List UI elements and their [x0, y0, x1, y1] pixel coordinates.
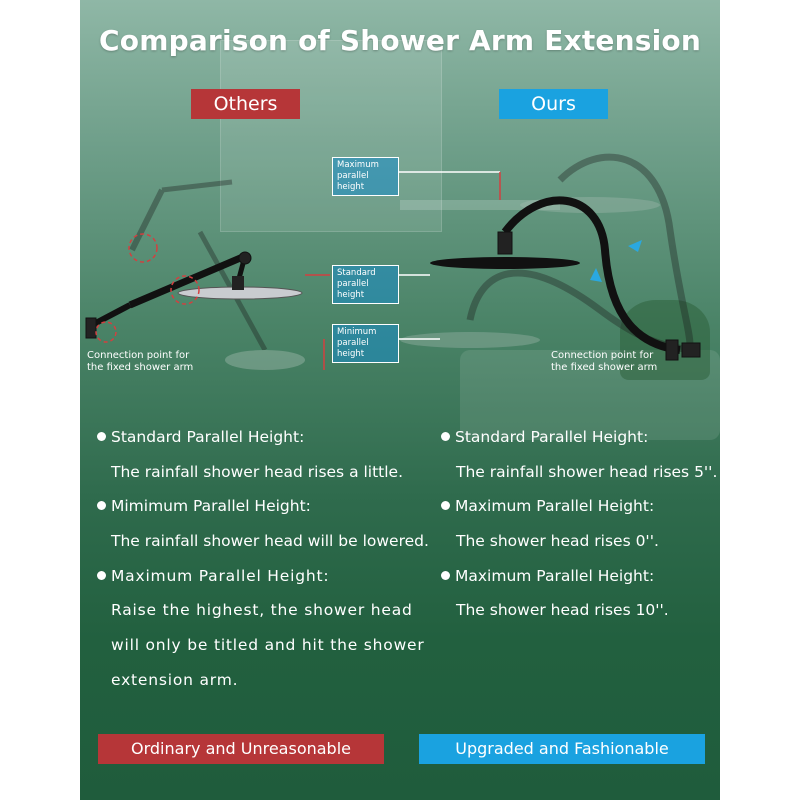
- bullet-icon: [97, 432, 106, 441]
- others-item-3-heading: [97, 567, 329, 585]
- others-item-1-heading: [97, 428, 304, 446]
- list-item-text: will only be titled and hit the shower: [111, 636, 425, 654]
- callout-minimum: Minimum parallel height: [332, 324, 399, 363]
- list-item-text: extension arm.: [111, 671, 239, 689]
- list-item-heading: Maximum Parallel Height:: [111, 567, 330, 585]
- ours-tag: Ours: [499, 89, 608, 119]
- ours-item-2-heading: [441, 497, 654, 515]
- bullet-icon: [441, 501, 450, 510]
- ordinary-label: Ordinary and Unreasonable: [98, 734, 384, 764]
- list-item-heading: Maximum Parallel Height:: [455, 567, 655, 585]
- list-item-text: The shower head rises 0''.: [456, 532, 659, 550]
- list-item-text: The shower head rises 10''.: [456, 601, 669, 619]
- list-item-text: The rainfall shower head rises 5''.: [456, 463, 718, 481]
- connection-label-right: Connection point for the fixed shower arm: [551, 350, 658, 373]
- list-item-heading: Maximum Parallel Height:: [455, 497, 655, 515]
- callout-standard: Standard parallel height: [332, 265, 399, 304]
- ours-item-3-heading: [441, 567, 654, 585]
- list-item-heading: Mimimum Parallel Height:: [111, 497, 311, 515]
- list-item-text: The rainfall shower head will be lowered.: [111, 532, 429, 550]
- others-ghost-arm: [132, 182, 305, 370]
- list-item-text: Raise the highest, the shower head: [111, 601, 413, 619]
- bullet-icon: [97, 501, 106, 510]
- others-tag: Others: [191, 89, 300, 119]
- list-item-text: The rainfall shower head rises a little.: [111, 463, 404, 481]
- ours-ghost-arms: [400, 157, 690, 350]
- bullet-icon: [441, 571, 450, 580]
- callout-maximum: Maximum parallel height: [332, 157, 399, 196]
- list-item-heading: Standard Parallel Height:: [111, 428, 305, 446]
- bullet-icon: [97, 571, 106, 580]
- page-title: Comparison of Shower Arm Extension: [99, 24, 701, 57]
- ours-item-1-heading: [441, 428, 648, 446]
- blue-motion-arrows: [590, 240, 642, 282]
- red-highlight-circles: [96, 234, 199, 342]
- others-item-2-heading: [97, 497, 311, 515]
- upgraded-label: Upgraded and Fashionable: [419, 734, 705, 764]
- list-item-heading: Standard Parallel Height:: [455, 428, 649, 446]
- bullet-icon: [441, 432, 450, 441]
- connection-label-left: Connection point for the fixed shower arm: [87, 350, 194, 373]
- ours-shower-head: [430, 257, 580, 269]
